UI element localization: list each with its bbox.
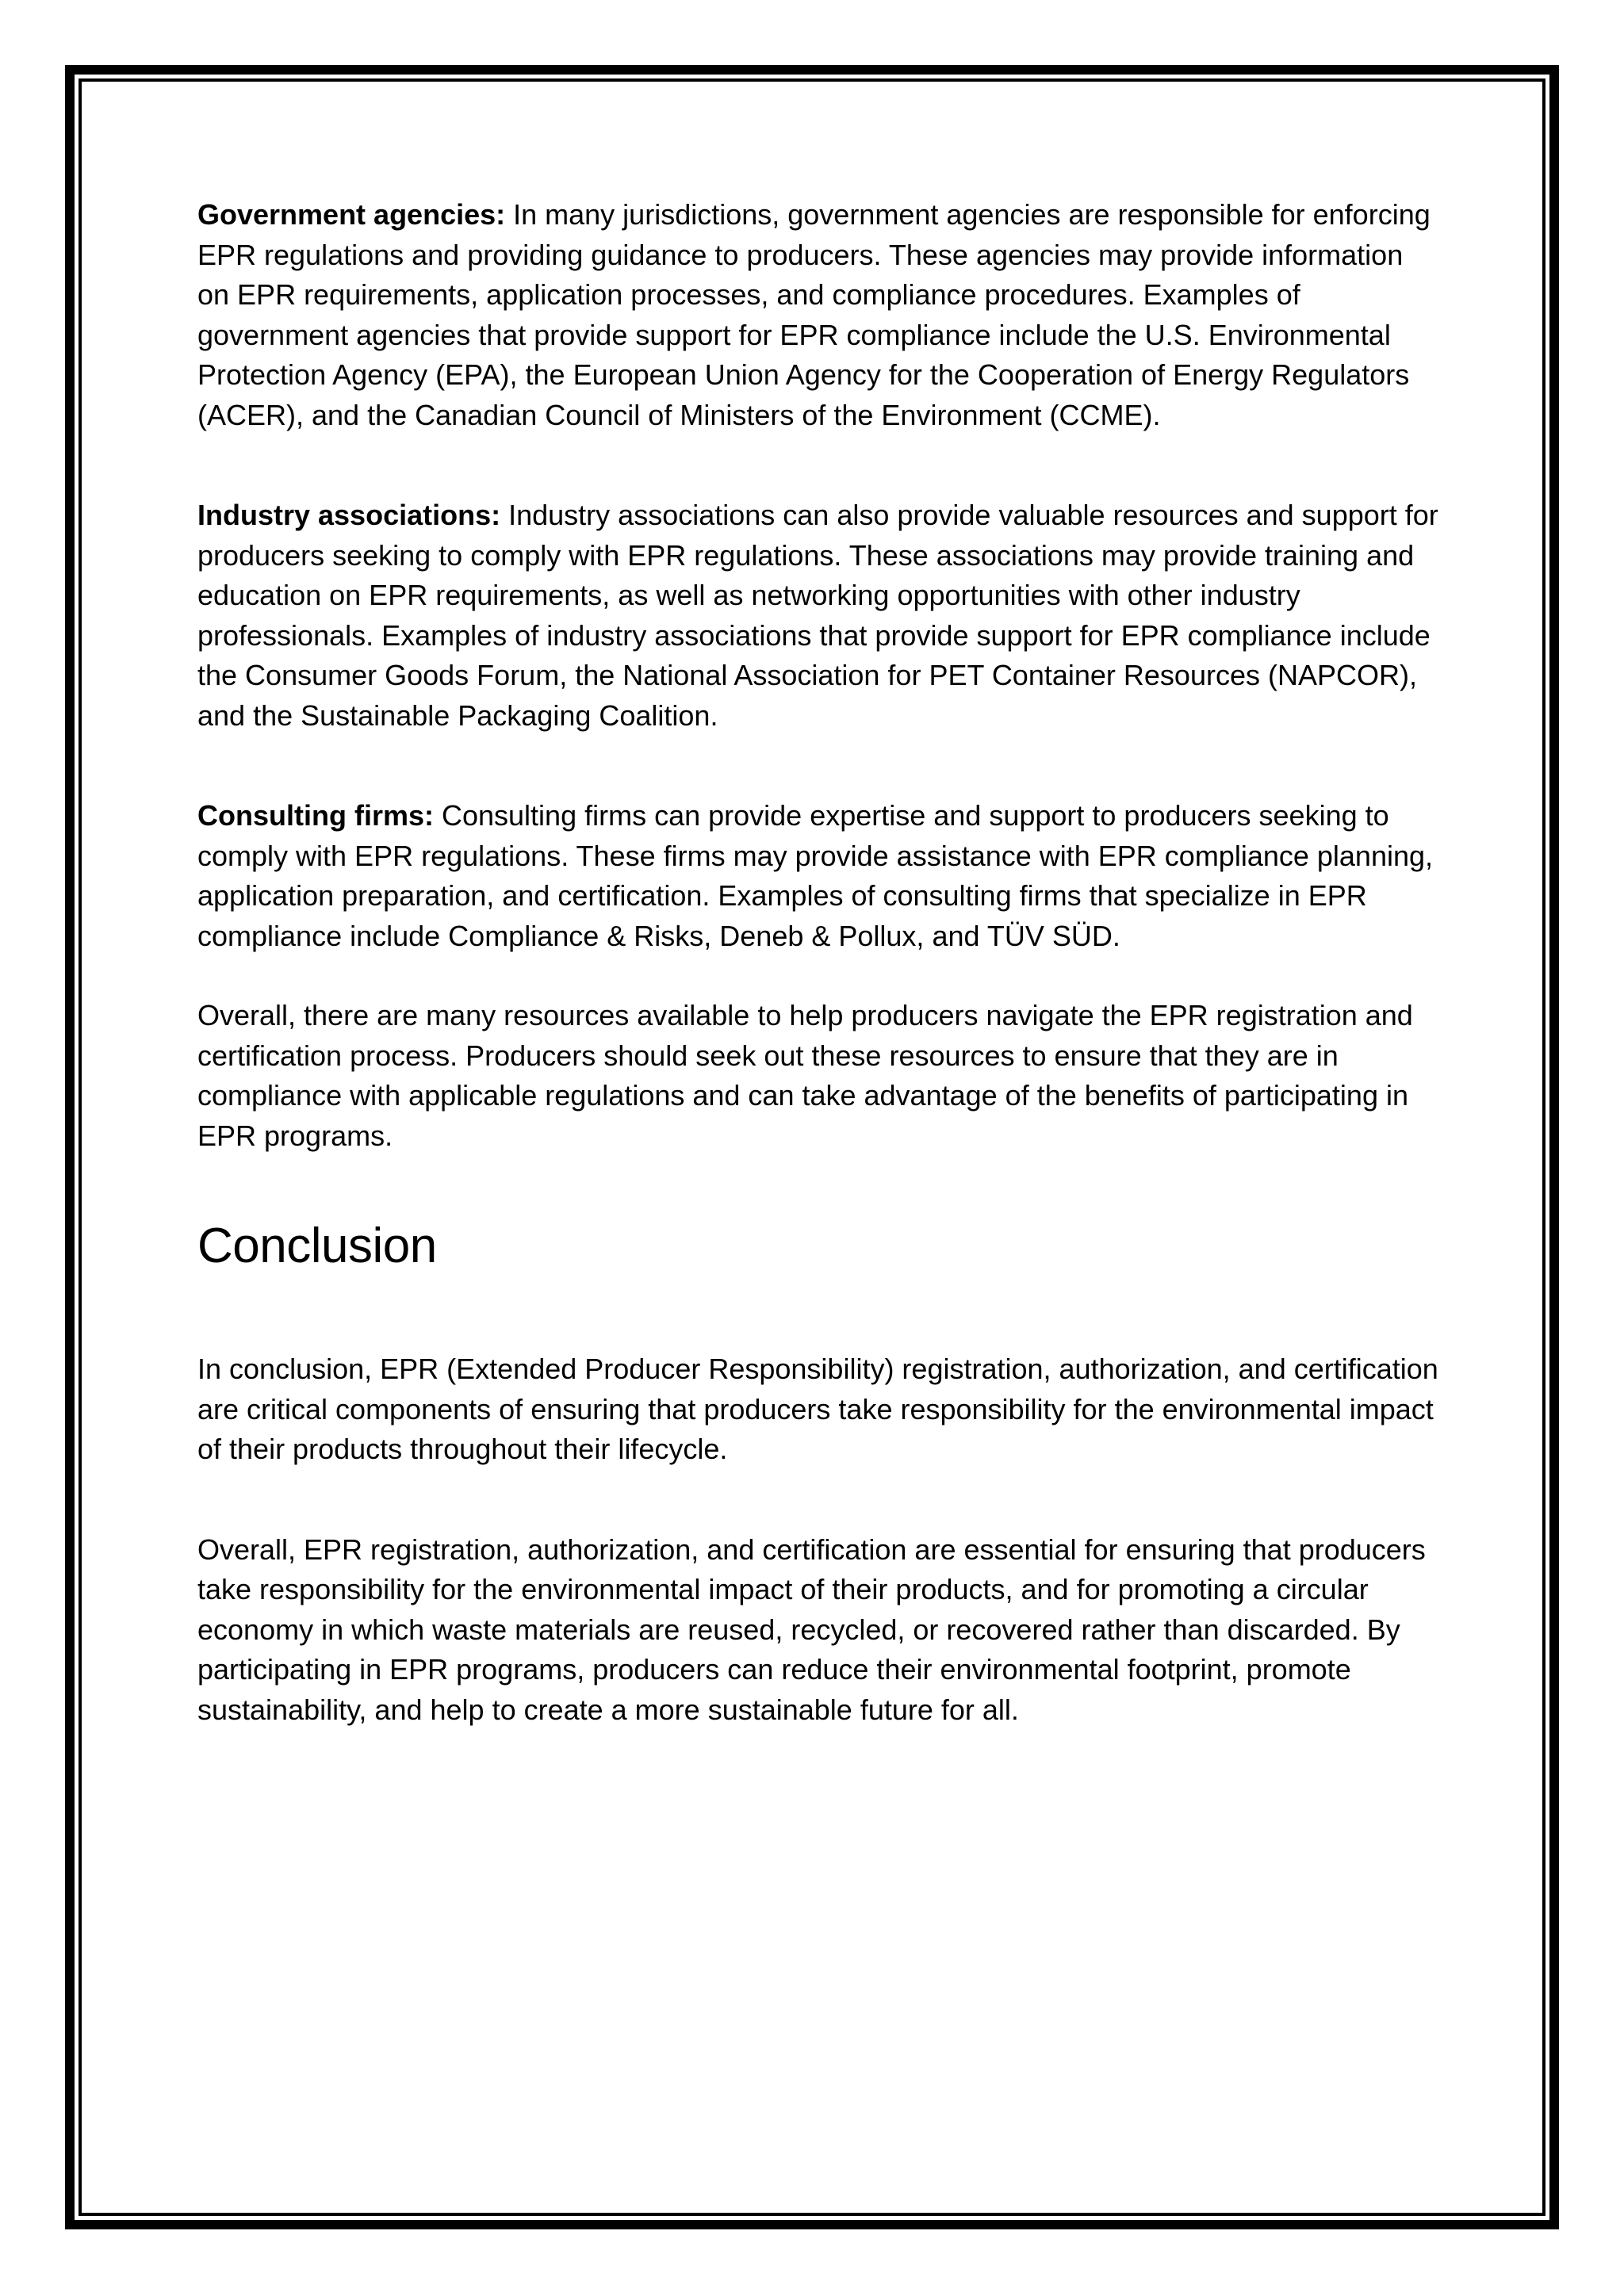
industry-associations-text: Industry associations can also provide valuable resources and support for producers seeking to comply with EPR regulations. These associations may provide training and education on EPR requirements, as well as networking opportunities with other industry professionals. Examples of industry associations that provide support for EPR compliance include the Consumer Goods Forum, the National Association for PET Container Resources (NAPCOR), and the Sustainable Packaging Coalition. (197, 499, 1438, 732)
conclusion-paragraph-2: Overall, EPR registration, authorization, and certification are essential for ensuring that producers take responsibility for the environmental impact of their products, and for promoting a circular economy in which waste materials are reused, recycled, or recovered rather than discarded. By participating in EPR programs, producers can reduce their environmental footprint, promote sustainability, and help to create a more sustainable future for all. (197, 1533, 1426, 1726)
industry-associations-label: Industry associations: (197, 499, 501, 531)
resources-summary-paragraph: Overall, there are many resources available to help producers navigate the EPR registration and certification process. Producers should seek out these resources to ensure that they are in compliance with applicable regulations and can take advantage of the benefits of participating in EPR programs. (197, 999, 1413, 1152)
document-body (197, 195, 1442, 1730)
industry-associations-paragraph (197, 496, 1442, 736)
consulting-firms-paragraph (197, 796, 1442, 956)
consulting-firms-text: Consulting firms can provide expertise and support to producers seeking to comply with EPR regulations. These firms may provide assistance with EPR compliance planning, application preparation, and certification. Examples of consulting firms that specialize in EPR compliance include Compliance & Risks, Deneb & Pollux, and TÜV SÜD. (197, 799, 1434, 952)
government-agencies-text: In many jurisdictions, government agencies are responsible for enforcing EPR regulations and providing guidance to producers. These agencies may provide information on EPR requirements, application processes, and compliance procedures. Examples of government agencies that provide support for EPR compliance include the U.S. Environmental Protection Agency (EPA), the European Union Agency for the Cooperation of Energy Regulators (ACER), and the Canadian Council of Ministers of the Environment (CCME). (197, 198, 1431, 431)
conclusion-paragraph-1: In conclusion, EPR (Extended Producer Responsibility) registration, authorization, and certification are critical components of ensuring that producers take responsibility for the environmental impact of their products throughout their lifecycle. (197, 1353, 1438, 1465)
government-agencies-paragraph (197, 195, 1442, 435)
consulting-firms-label: Consulting firms: (197, 799, 434, 832)
conclusion-heading: Conclusion (197, 1219, 437, 1273)
government-agencies-label: Government agencies: (197, 198, 506, 231)
